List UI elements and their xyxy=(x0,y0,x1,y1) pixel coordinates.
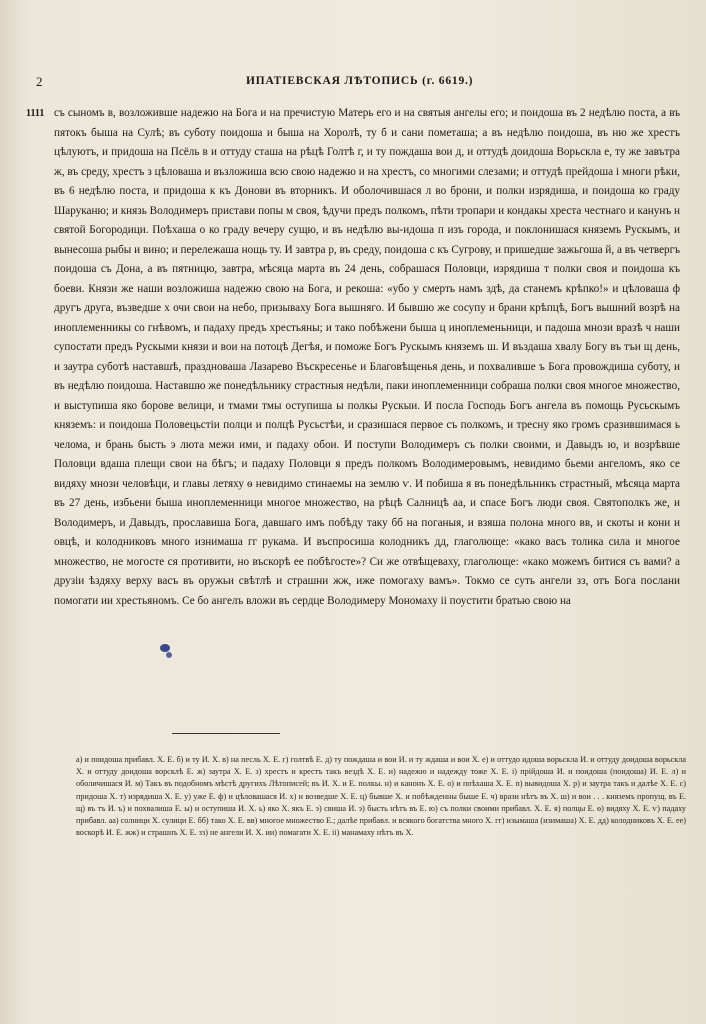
footnotes xyxy=(76,754,686,839)
ink-blot xyxy=(160,644,170,652)
running-title: ИПАТІЕВСКАЯ ЛѢТОПИСЬ (г. 6619.) xyxy=(246,75,474,87)
page-header xyxy=(36,74,676,94)
margin-year: 1111 xyxy=(26,108,45,119)
chronicle-text xyxy=(54,104,680,611)
ink-blot xyxy=(166,652,172,658)
footnote-divider xyxy=(172,733,280,734)
page-number: 2 xyxy=(36,74,43,89)
main-paragraph: съ сыномъ в, возложивше надежю на Бога и на пречистую Матерь его и на святыя ангелы его; и поидоша въ 2 недѣлю поста, а въ пятокъ быша на Сулѣ; въ суботу поидоша и быша на Хоролѣ, ту б и сани пометаша; а въ недѣлю поидоша, въ ню же хрестъ цѣлуютъ, и придоша на Псёль в и оттуду сташа на рѣцѣ Голтѣ г, и ту пождаша вои д, и оттудѣ доидоша Ворьскла е, ту же завътра ж, въ среду, хрестъ з цѣловаша и възложиша всю свою надежю и на хрестъ, со многими слезами; и оттудѣ прейдоша і многи рѣки, въ 6 недѣлю поста, и придоша к къ Донови въ вторникъ. И оболочившася л во брони, и полки изрядиша, и поидоша ко граду Шаруканю; и князь Володимеръ пристави попы м своя, ѣдучи предъ полкомъ, пѣти тропари и кондакы хреста честнаго и канунъ н святой Богородици. Поѣхаша о ко граду вечеру сущю, и въ недѣлю вы-идоша п изъ города, и поклонишася княземъ Рускымъ, и вынесоша рыбы и вино; и перележаша нощь ту. И завтра р, въ среду, поидоша с къ Сугрову, и пришедше зажьгоша й, а въ четвергъ поидоша съ Дона, а въ пятницю, завтра, мѣсяца марта въ 24 день, собрашася Половци, изрядиша т полки своя и поидоша къ боеви. Князи же наши возложиша надежю свою на Бога, и рекоша: «убо у смерть намъ здѣ, да станемъ крѣпко!» и цѣловаша ф другъ друга, възведше х очи свои на небо, призываху Бога вышняго. И бывшю же сосупу и брани крѣпцѣ, Богъ вышний возрѣ на иноплеменникы со гнѣвомъ, и падаху предъ хрестьяны; и тако побѣжени быша ц иноплеменьници, и падоша мнози вразѣ ч наши супостати предъ Рускыми князи и вои на потоцѣ Дегѣя, и поможе Богъ Рускымъ княземъ ш. И въздаша хвалу Богу въ тъи щ день, и заутра суботѣ наставшѣ, праздноваша Лазарево Въскресенье и Благовѣщенья день, и похваливше ъ Бога провождиша суботу, и въ недѣлю поидоша. Наставшю же понедѣльнику страстныя недѣли, паки иноплеменници собраша полки своя многое множество, и выступиша яко борове велици, и тмами тмы оступиша ы полкы Рускыи. И посла Господь Богъ ангела въ помощь Русьскымъ княземъ: и поидоша Половецьстіи полци и полцѣ Русьстѣи, и сразишася первое съ полкомъ, и тресну яко громъ сразившимася ь челома, и брань бысть э люта межи ими, и падаху обои. И поступи Володимеръ съ полки своими, и Давыдъ ю, и возрѣвше Половци вдаша плещи свои на бѣгъ; и падаху Половци я предъ полкомъ Володимеровымъ, невидимо бьеми ангеломъ, яко се видяху мнози человѣци, и главы летяху ѳ невидимо стинаемы на землю ѵ. И побиша я въ понедѣльникъ страстный, мѣсяца марта въ 27 день, избьени быша иноплеменници многое множество, на рѣцѣ Салницѣ аа, и спасе Богъ люди своя. Святополкъ же, и Володимеръ, и Давыдъ, прославиша Бога, давшаго имъ побѣду таку бб на поганыя, и взяша полона много вв, и скоты и кони и овцѣ, и колодниковъ много изнимаша гг рукама. И въспросиша колодникъ дд, глаголюще: «како васъ толика сила и многое множество, не могосте ся противити, но въскорѣ ее побѣгосте»? Си же отвѣщеваху, глаголюще: «како можемъ битися съ вами? а друзіи ѣздяху верху васъ въ оружьи свѣтлѣ и страшни жж, иже помогаху вамъ». Токмо се суть ангели зз, отъ Бога послани помогати ии хрестьяномъ. Се бо ангелъ вложи въ сердце Володимеру Мономаху іі поустити братью свою на xyxy=(54,107,680,607)
footnote-text: а) и поидоша прибавл. Х. Е. б) и ту И. Х. в) на песль Х. Е. г) голтвѣ Е. д) ту пождаша и вои И. и ту ждаша и вои Х. е) и оттудо идоша ворьскла И. и оттуду доидоша ворьскла Х. и оттуду доидоша ворсклѣ Е. ж) заутра Х. Е. з) хрестъ и крестъ такъ вездѣ Х. Е. и) надежю и надежду тоже Х. Е. і) прійдоша И. и поидоша (поидоша) И. Е. л) и оболичишася И. м) Такъ въ подобномъ мѣстѣ другихъ Лѣтописей; въ И. Х. и Е. полкы. н) и канонъ Х. Е. о) и поѣхаша Х. Е. п) вывидоша Х. р) и заутра такъ и далѣе Х. Е. с) придоша Х. т) изрядиша Х. Е. у) уже Е. ф) и цѣловашася И. х) и возведше Х. Е. ц) бывше Х. и побѣжденны быше Е. ч) врази нѣтъ въ Х. ш) и вои . . . княземъ пропущ. въ Е. щ) въ тъ И. ъ) и похвалиша Е. ы) и оступиша И. Х. ь) яко Х. якъ Е. э) свиша И. э) бысть нѣтъ въ Е. ю) съ полки своими прибавл. Х. Е. я) полцы Е. ѳ) видяху Х. Е. ѵ) падаху прибавл. аа) солници Х. сулици Е. бб) тако Х. Е. вв) многое множество Е.; далѣе прибавл. и всякого богатства много Х. гг) изымаша (изимаша) Х. Е. дд) колодниковъ Х. Е. ее) воскорѣ И. Е. жж) и страшнъ Х. Е. зз) не ангели И. Х. ии) помагати Х. Е. іі) манамаху нѣтъ въ Х. xyxy=(76,755,686,838)
